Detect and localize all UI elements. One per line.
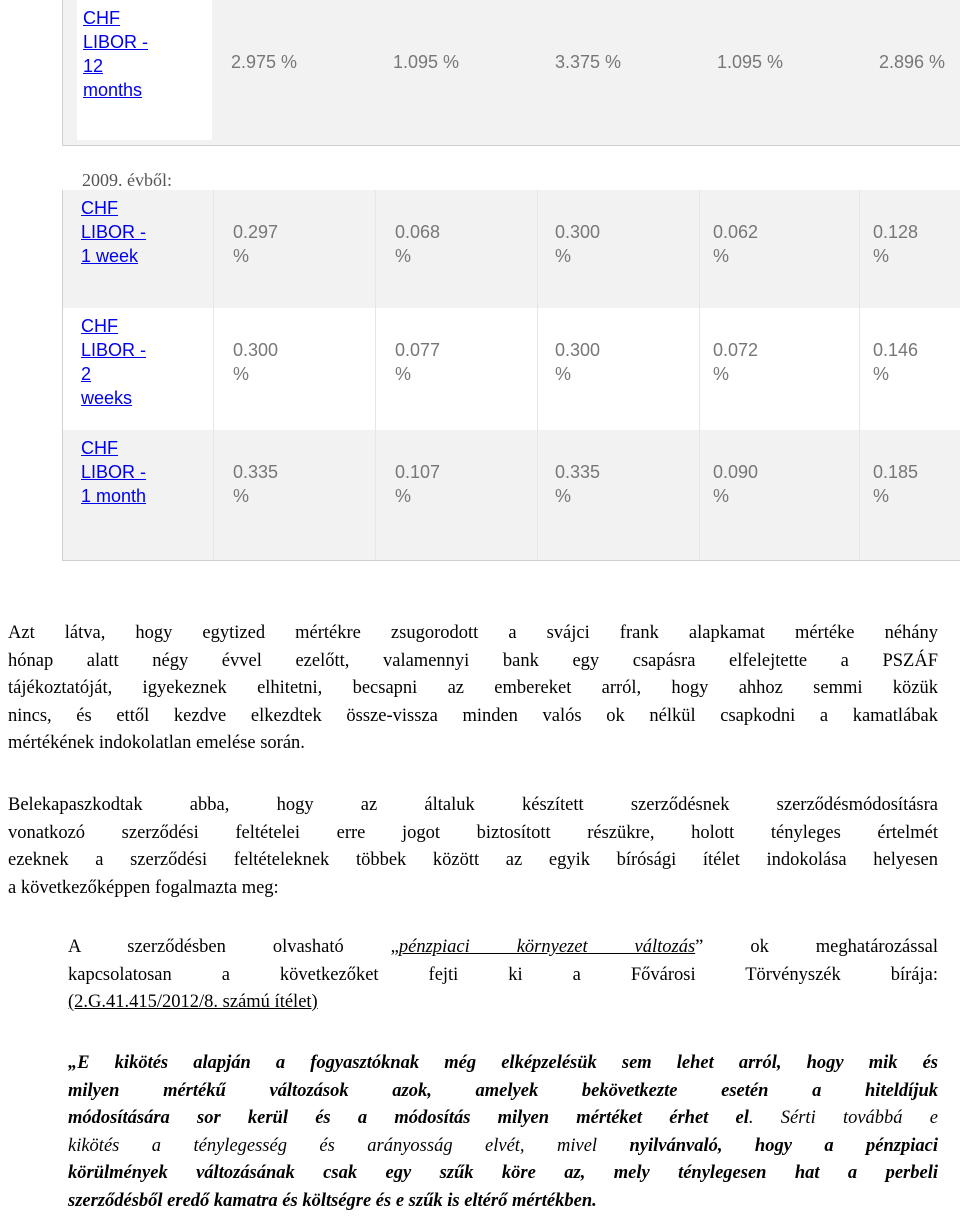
chf-libor-1-week-link[interactable]: CHF LIBOR - 1 week — [81, 198, 147, 266]
value-cell: 0.185 % — [873, 462, 919, 506]
libor-2009-table — [62, 190, 960, 561]
chf-libor-2-weeks-link[interactable]: CHF LIBOR - 2 weeks — [81, 316, 147, 408]
text-span: kikötés a ténylegesség és arányosság elvét, mivel — [68, 1135, 598, 1156]
text-line: mértékének indokolatlan emelése során. — [8, 733, 305, 753]
value-cell: 0.335 % — [555, 462, 601, 506]
value-cell: 0.300 % — [555, 340, 601, 384]
value-cell: 2.975 % — [231, 52, 298, 72]
text-span: nyilvánvaló, hogy a pénzpiaci — [597, 1135, 938, 1156]
value-cell: 1.095 % — [717, 52, 784, 72]
text-line: hónap alatt négy évvel ezelőtt, valamennyi bank egy csapásra elfelejtette a PSZÁF — [8, 650, 938, 671]
text-line — [68, 1105, 938, 1133]
text-line: nincs, és ettől kezdve elkezdtek össze-vissza minden valós ok nélkül csapkodni a kamatlábak — [8, 705, 938, 726]
text-span: módosítására sor kerül és a módosítás milyen mértéket érhet el — [68, 1108, 749, 1128]
column-divider — [699, 190, 700, 560]
text-line: kapcsolatosan a következőket fejti ki a Fővárosi Törvényszék bírája: — [68, 964, 938, 985]
text-line — [68, 934, 938, 962]
text-line: milyen mértékű változások azok, amelyek bekövetkezte esetén a hiteldíjuk — [68, 1080, 938, 1101]
value-cell: 1.095 % — [393, 52, 460, 72]
value-cell: 0.300 % — [555, 222, 601, 266]
text-span: . Sérti továbbá e — [748, 1108, 938, 1128]
value-cell: 0.146 % — [873, 340, 919, 384]
value-cell: 0.335 % — [233, 462, 279, 506]
text-line — [68, 1133, 938, 1161]
chf-libor-12-months-link[interactable]: CHF LIBOR - 12 months — [83, 8, 149, 100]
column-divider — [375, 190, 376, 560]
value-cell: 2.896 % — [879, 52, 946, 72]
text-line: „E kikötés alapján a fogyasztóknak még elképzelésük sem lehet arról, hogy mik és — [68, 1053, 938, 1073]
text-line: szerződésből eredő kamatra és költségre és e szűk is eltérő mértékben. — [68, 1190, 597, 1211]
column-divider — [213, 190, 214, 560]
text-line: vonatkozó szerződési feltételei erre jogot biztosított részükre, holott tényleges értelmét — [8, 822, 938, 843]
chf-libor-1-month-link[interactable]: CHF LIBOR - 1 month — [81, 438, 147, 506]
judgment-reference: (2.G.41.415/2012/8. számú ítélet) — [68, 992, 318, 1012]
libor-12-month-table — [62, 0, 960, 146]
value-cell: 0.068 % — [395, 222, 441, 266]
value-cell: 0.300 % — [233, 340, 279, 384]
table-row — [63, 190, 960, 308]
value-cell: 0.090 % — [713, 462, 759, 506]
value-cell: 0.062 % — [713, 222, 759, 266]
emphasized-term: pénzpiaci környezet változás — [398, 937, 696, 957]
section-year-heading: 2009. évből: — [82, 170, 172, 190]
value-cell: 0.128 % — [873, 222, 919, 266]
text-span: ” ok meghatározással — [695, 937, 938, 957]
text-span: A szerződésben olvasható „ — [68, 937, 399, 957]
label-cell — [77, 0, 212, 140]
paragraph-court-reference — [68, 934, 938, 1017]
text-line: ezeknek a szerződési feltételeknek többek között az egyik bírósági ítélet indokolása helyesen — [8, 850, 938, 870]
table-row — [63, 430, 960, 560]
text-line: körülmények változásának csak egy szűk köre az, mely ténylegesen hat a perbeli — [68, 1163, 938, 1183]
paragraph-intro — [8, 620, 938, 758]
column-divider — [859, 190, 860, 560]
paragraph-contract — [8, 792, 938, 902]
value-cell: 0.077 % — [395, 340, 441, 384]
value-cell: 3.375 % — [555, 52, 622, 72]
text-line: Belekapaszkodtak abba, hogy az általuk készített szerződésnek szerződésmódosításra — [8, 795, 938, 815]
value-cell: 0.297 % — [233, 222, 279, 266]
court-quote — [68, 1050, 938, 1215]
table-row — [63, 308, 960, 430]
text-line: a következőképpen fogalmazta meg: — [8, 877, 279, 898]
text-line: Azt látva, hogy egytized mértékre zsugorodott a svájci frank alapkamat mértéke néhány — [8, 623, 938, 643]
text-line: tájékoztatóját, igyekeznek elhitetni, becsapni az embereket arról, hogy ahhoz semmi közük — [8, 678, 938, 698]
value-cell: 0.107 % — [395, 462, 441, 506]
column-divider — [537, 190, 538, 560]
value-cell: 0.072 % — [713, 340, 759, 384]
